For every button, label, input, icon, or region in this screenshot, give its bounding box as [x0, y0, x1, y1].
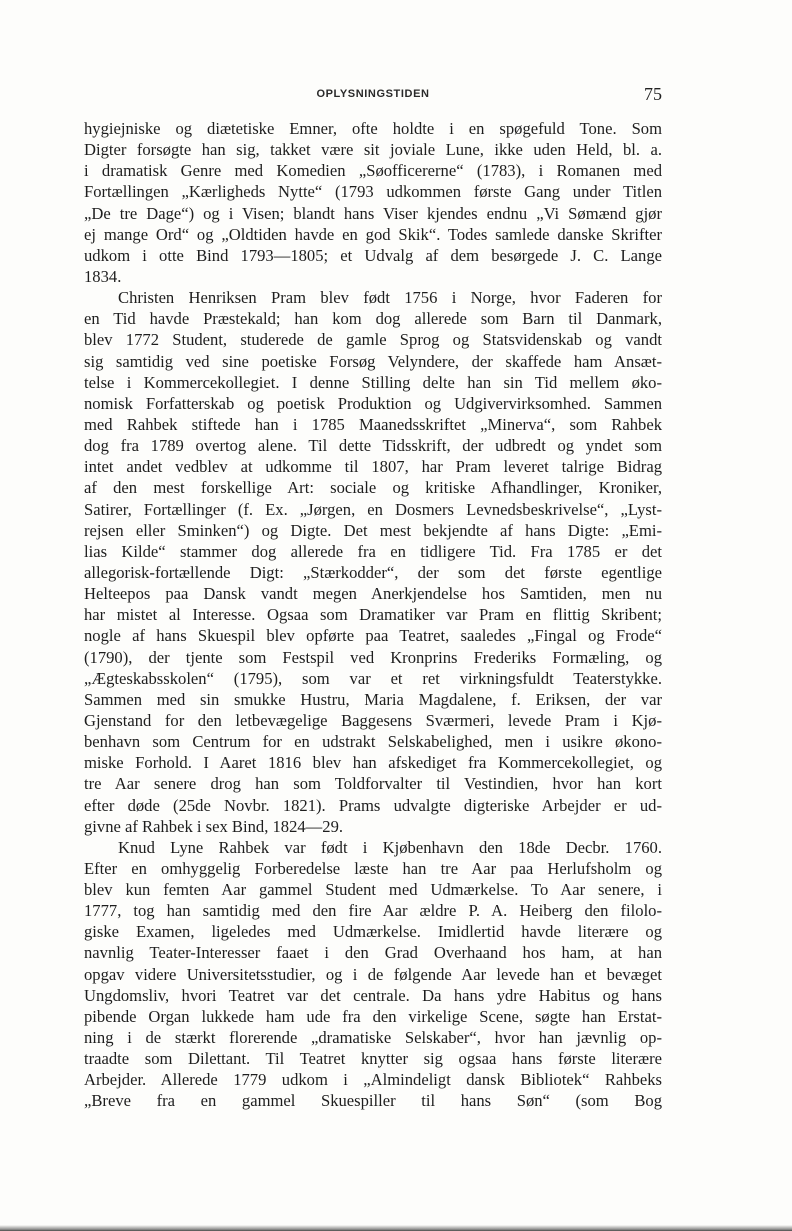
text-line: med Rahbek stiftede han i 1785 Maanedsskriftet „Minerva“, som Rahbek: [84, 414, 662, 434]
text-line: af den mest forskellige Art: sociale og kritiske Afhandlinger, Kroniker,: [84, 478, 662, 498]
paragraph-start-pram: Christen Henriksen Pram blev født 1756 i Norge, hvor Faderen for: [118, 288, 662, 308]
text-line: har mistet al Interesse. Ogsaa som Dramatiker var Pram en flittig Skribent;: [84, 605, 662, 625]
text-line: tre Aar senere drog han som Toldforvalter til Vestindien, hvor han kort: [84, 774, 662, 794]
running-head: OPLYSNINGSTIDEN: [316, 88, 430, 100]
text-line: hygiejniske og diætetiske Emner, ofte holdte i en spøgefuld Tone. Som: [84, 119, 662, 138]
text-line: „Ægteskabsskolen“ (1795), som var et ret virkningsfuldt Teaterstykke.: [84, 668, 662, 688]
text-line: givne af Rahbek i sex Bind, 1824—29.: [84, 816, 344, 836]
text-line: Helteepos paa Dansk vandt megen Anerkjendelse hos Samtiden, men nu: [84, 584, 662, 604]
text-line: „Breve fra en gammel Skuespiller til hans Søn“ (som Bog: [84, 1091, 662, 1111]
text-line: ning i de stærkt florerende „dramatiske Selskaber“, hvor han jævnlig op-: [84, 1028, 662, 1048]
page-header: [84, 84, 662, 106]
text-line: sig samtidig ved sine poetiske Forsøg Velyndere, der skaffede ham Ansæt-: [84, 351, 662, 371]
text-line: miske Forhold. I Aaret 1816 blev han afskediget fra Kommercekollegiet, og: [84, 753, 662, 773]
text-line: i dramatisk Genre med Komedien „Søofficererne“ (1783), i Romanen med: [84, 161, 662, 181]
text-line: dog fra 1789 overtog alene. Til dette Tidsskrift, der udbredt og yndet som: [84, 436, 662, 456]
text-line: giske Examen, ligeledes med Udmærkelse. Imidlertid havde literære og: [84, 922, 662, 942]
text-line: „De tre Dage“) og i Visen; blandt hans Viser kjendes endnu „Vi Sømænd gjør: [84, 203, 662, 223]
text-line: navnlig Teater-Interesser faaet i den Grad Overhaand hos ham, at han: [84, 943, 662, 963]
text-line: (1790), der tjente som Festspil ved Kronprins Frederiks Formæling, og: [84, 647, 662, 667]
text-line: en Tid havde Præstekald; han kom dog allerede som Barn til Danmark,: [84, 309, 662, 329]
page-number: 75: [644, 84, 662, 104]
text-line: Gjenstand for den letbevægelige Baggesens Sværmeri, levede Pram i Kjø-: [84, 710, 662, 730]
text-line: ej mange Ord“ og „Oldtiden havde en god Skik“. Todes samlede danske Skrifter: [84, 224, 662, 244]
text-line: udkom i otte Bind 1793—1805; et Udvalg af dem besørgede J. C. Lange: [84, 245, 662, 265]
text-line: nogle af hans Skuespil blev opførte paa Teatret, saaledes „Fingal og Frode“: [84, 626, 662, 646]
text-line: Sammen med sin smukke Hustru, Maria Magdalene, f. Eriksen, der var: [84, 689, 662, 709]
text-line: allegorisk-fortællende Digt: „Stærkodder“, der som det første egentlige: [84, 562, 662, 582]
text-line: telse i Kommercekollegiet. I denne Stilling delte han sin Tid mellem øko-: [84, 372, 662, 392]
text-line: Arbejder. Allerede 1779 udkom i „Almindeligt dansk Bibliotek“ Rahbeks: [84, 1070, 662, 1090]
text-line: traadte som Dilettant. Til Teatret knytter sig ogsaa hans første literære: [84, 1049, 662, 1069]
text-line: lias Kilde“ stammer dog allerede fra en tidligere Tid. Fra 1785 er det: [84, 541, 662, 561]
text-line: intet andet vedblev at udkomme til 1807, har Pram leveret talrige Bidrag: [84, 457, 662, 477]
text-line: 1777, tog han samtidig med den fire Aar ældre P. A. Heiberg den filolo-: [84, 901, 662, 921]
paragraph-start-rahbek: Knud Lyne Rahbek var født i Kjøbenhavn den 18de Decbr. 1760.: [118, 837, 662, 857]
body-text: [84, 118, 662, 1112]
text-line: Satirer, Fortællinger (f. Ex. „Jørgen, en Dosmers Levnedsbeskrivelse“, „Lyst-: [84, 499, 662, 519]
text-line: Digter forsøgte han sig, takket være sit joviale Lune, ikke uden Held, bl. a.: [84, 140, 662, 160]
text-line: 1834.: [84, 266, 122, 286]
text-line: benhavn som Centrum for en udstrakt Selskabelighed, men i usikre økono-: [84, 732, 662, 752]
text-line: opgav videre Universitetsstudier, og i de følgende Aar levede han et bevæget: [84, 964, 662, 984]
scan-bottom-edge: [0, 1225, 792, 1231]
text-line: Efter en omhyggelig Forberedelse læste han tre Aar paa Herlufsholm og: [84, 858, 662, 878]
text-line: Fortællingen „Kærligheds Nytte“ (1793 udkommen første Gang under Titlen: [84, 182, 662, 202]
text-line: Ungdomsliv, hvori Teatret var det centrale. Da hans ydre Habitus og hans: [84, 985, 662, 1005]
text-line: rejsen eller Sminken“) og Digte. Det mest bekjendte af hans Digte: „Emi-: [84, 520, 662, 540]
text-line: blev kun femten Aar gammel Student med Udmærkelse. To Aar senere, i: [84, 880, 662, 900]
text-line: efter døde (25de Novbr. 1821). Prams udvalgte digteriske Arbejder er ud-: [84, 795, 662, 815]
text-line: nomisk Forfatterskab og poetisk Produktion og Udgivervirksomhed. Sammen: [84, 393, 662, 413]
text-line: blev 1772 Student, studerede de gamle Sprog og Statsvidenskab og vandt: [84, 330, 662, 350]
text-line: pibende Organ lukkede ham ude fra den virkelige Scene, søgte han Erstat-: [84, 1006, 662, 1026]
